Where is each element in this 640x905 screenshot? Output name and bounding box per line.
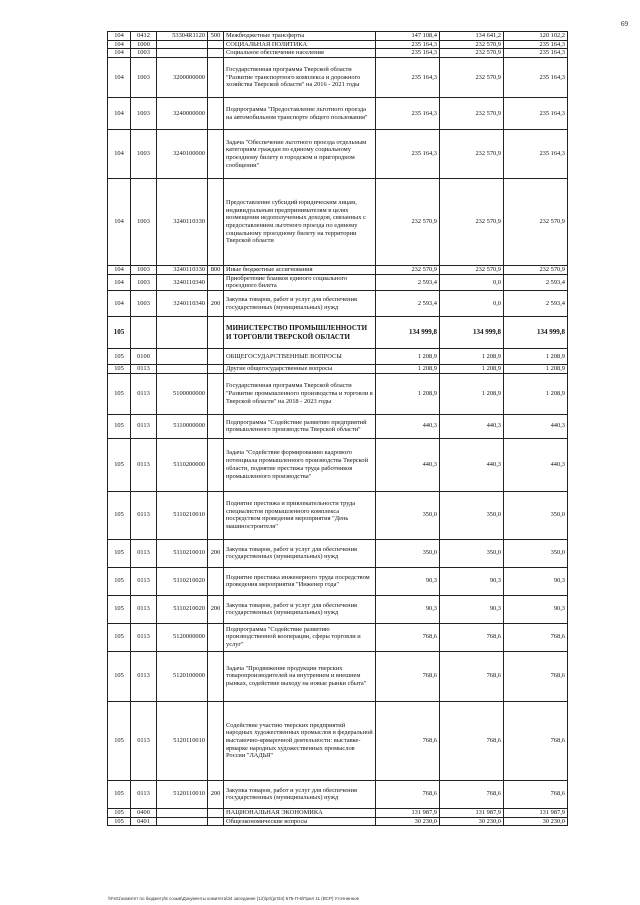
table-row: [108, 567, 568, 595]
target-code-cell: 3240110330: [157, 266, 208, 275]
description-cell: НАЦИОНАЛЬНАЯ ЭКОНОМИКА: [224, 808, 376, 817]
target-code-cell: 5110210010: [157, 539, 208, 567]
amount-2020-cell: 134 999,8: [440, 317, 504, 349]
amount-2019-cell: 768,6: [376, 701, 440, 780]
amount-2020-cell: 768,6: [440, 780, 504, 808]
amount-2020-cell: 90,3: [440, 567, 504, 595]
description-cell: Межбюджетные трансферты: [224, 32, 376, 41]
amount-2019-cell: 1 208,9: [376, 365, 440, 374]
expense-type-cell: [208, 373, 224, 414]
expense-type-cell: 200: [208, 291, 224, 317]
target-code-cell: 3240000000: [157, 98, 208, 130]
amount-2019-cell: 147 108,4: [376, 32, 440, 41]
budget-table: [107, 31, 568, 826]
expense-type-cell: [208, 567, 224, 595]
amount-2020-cell: 232 570,9: [440, 130, 504, 179]
expense-type-cell: [208, 438, 224, 491]
amount-2020-cell: 1 208,9: [440, 365, 504, 374]
amount-2021-cell: 768,6: [504, 780, 568, 808]
table-row: [108, 98, 568, 130]
amount-2019-cell: 235 164,3: [376, 130, 440, 179]
amount-2019-cell: 1 208,9: [376, 349, 440, 365]
table-row: [108, 808, 568, 817]
expense-type-cell: [208, 58, 224, 98]
expense-type-cell: 200: [208, 780, 224, 808]
description-cell: Подпрограмма "Содействие развитию предприятий промышленного производства Тверской области": [224, 414, 376, 438]
amount-2019-cell: 134 999,8: [376, 317, 440, 349]
section-code-cell: 0113: [131, 623, 157, 651]
description-cell: Приобретение бланков единого социального проездного билета: [224, 274, 376, 290]
amount-2019-cell: 768,6: [376, 623, 440, 651]
target-code-cell: 5100000000: [157, 373, 208, 414]
amount-2021-cell: 235 164,3: [504, 130, 568, 179]
expense-type-cell: [208, 491, 224, 539]
description-cell: Подпрограмма "Предоставление льготного проезда на автомобильном транспорте общего пользования": [224, 98, 376, 130]
expense-type-cell: [208, 40, 224, 49]
expense-type-cell: [208, 808, 224, 817]
admin-code-cell: 104: [108, 130, 131, 179]
table-row: [108, 651, 568, 701]
target-code-cell: 3240110340: [157, 274, 208, 290]
amount-2019-cell: 232 570,9: [376, 266, 440, 275]
amount-2020-cell: 0,0: [440, 274, 504, 290]
expense-type-cell: [208, 349, 224, 365]
amount-2021-cell: 1 208,9: [504, 349, 568, 365]
amount-2020-cell: 350,0: [440, 491, 504, 539]
section-code-cell: 0113: [131, 595, 157, 623]
expense-type-cell: [208, 651, 224, 701]
description-cell: Закупка товаров, работ и услуг для обеспечения государственных (муниципальных) нужд: [224, 291, 376, 317]
section-code-cell: 0113: [131, 567, 157, 595]
section-code-cell: [131, 317, 157, 349]
table-row: [108, 595, 568, 623]
amount-2019-cell: 30 230,0: [376, 817, 440, 826]
admin-code-cell: 105: [108, 349, 131, 365]
amount-2020-cell: 232 570,9: [440, 98, 504, 130]
amount-2021-cell: 2 593,4: [504, 274, 568, 290]
section-code-cell: 0113: [131, 780, 157, 808]
section-code-cell: 0412: [131, 32, 157, 41]
table-row: [108, 40, 568, 49]
admin-code-cell: 104: [108, 274, 131, 290]
section-code-cell: 0113: [131, 373, 157, 414]
amount-2020-cell: 232 570,9: [440, 40, 504, 49]
section-code-cell: 1003: [131, 130, 157, 179]
description-cell: Подпрограмма "Содействие развитию производственной кооперации, сферы торговли и услуг": [224, 623, 376, 651]
admin-code-cell: 104: [108, 266, 131, 275]
table-row: [108, 491, 568, 539]
admin-code-cell: 105: [108, 780, 131, 808]
table-row: [108, 373, 568, 414]
section-code-cell: 0113: [131, 701, 157, 780]
amount-2019-cell: 90,3: [376, 567, 440, 595]
target-code-cell: [157, 49, 208, 58]
amount-2019-cell: 350,0: [376, 539, 440, 567]
expense-type-cell: [208, 49, 224, 58]
amount-2021-cell: 440,3: [504, 438, 568, 491]
expense-type-cell: [208, 817, 224, 826]
amount-2021-cell: 235 164,3: [504, 98, 568, 130]
admin-code-cell: 105: [108, 701, 131, 780]
section-code-cell: 0113: [131, 539, 157, 567]
amount-2019-cell: 235 164,3: [376, 58, 440, 98]
expense-type-cell: [208, 274, 224, 290]
section-code-cell: 1003: [131, 98, 157, 130]
admin-code-cell: 105: [108, 817, 131, 826]
admin-code-cell: 105: [108, 651, 131, 701]
amount-2020-cell: 232 570,9: [440, 179, 504, 266]
expense-type-cell: [208, 365, 224, 374]
admin-code-cell: 105: [108, 317, 131, 349]
amount-2021-cell: 30 230,0: [504, 817, 568, 826]
amount-2021-cell: 350,0: [504, 491, 568, 539]
section-code-cell: 1003: [131, 266, 157, 275]
target-code-cell: [157, 808, 208, 817]
amount-2021-cell: 235 164,3: [504, 40, 568, 49]
expense-type-cell: 800: [208, 266, 224, 275]
admin-code-cell: 105: [108, 567, 131, 595]
admin-code-cell: 105: [108, 365, 131, 374]
amount-2019-cell: 1 208,9: [376, 373, 440, 414]
amount-2021-cell: 235 164,3: [504, 49, 568, 58]
amount-2019-cell: 2 593,4: [376, 291, 440, 317]
amount-2021-cell: 134 999,8: [504, 317, 568, 349]
amount-2020-cell: 350,0: [440, 539, 504, 567]
amount-2021-cell: 1 208,9: [504, 365, 568, 374]
section-code-cell: 0113: [131, 651, 157, 701]
admin-code-cell: 105: [108, 623, 131, 651]
amount-2020-cell: 134 641,2: [440, 32, 504, 41]
amount-2020-cell: 232 570,9: [440, 266, 504, 275]
admin-code-cell: 104: [108, 58, 131, 98]
target-code-cell: 5120110010: [157, 701, 208, 780]
target-code-cell: 5120110010: [157, 780, 208, 808]
section-code-cell: 1003: [131, 49, 157, 58]
section-code-cell: 1003: [131, 179, 157, 266]
target-code-cell: 5110210010: [157, 491, 208, 539]
target-code-cell: [157, 817, 208, 826]
expense-type-cell: [208, 701, 224, 780]
amount-2019-cell: 232 570,9: [376, 179, 440, 266]
description-cell: Поднятие престижа инженерного труда посредством проведения мероприятия "Инженер года": [224, 567, 376, 595]
amount-2021-cell: 768,6: [504, 623, 568, 651]
expense-type-cell: [208, 179, 224, 266]
table-row: [108, 58, 568, 98]
amount-2021-cell: 2 593,4: [504, 291, 568, 317]
description-cell: Предоставление субсидий юридическим лицам, индивидуальным предпринимателям в целях возмещения недополученных доходов, связанных с предоставлением льготного проезда по единому социальному проездному билету на территории Тверской области: [224, 179, 376, 266]
target-code-cell: 5110000000: [157, 414, 208, 438]
amount-2020-cell: 440,3: [440, 438, 504, 491]
description-cell: МИНИСТЕРСТВО ПРОМЫШЛЕННОСТИ И ТОРГОВЛИ ТВЕРСКОЙ ОБЛАСТИ: [224, 317, 376, 349]
amount-2020-cell: 1 208,9: [440, 349, 504, 365]
amount-2021-cell: 90,3: [504, 595, 568, 623]
amount-2021-cell: 350,0: [504, 539, 568, 567]
amount-2021-cell: 768,6: [504, 701, 568, 780]
amount-2020-cell: 768,6: [440, 623, 504, 651]
section-code-cell: 0113: [131, 438, 157, 491]
expense-type-cell: [208, 623, 224, 651]
description-cell: Задача "Содействие формированию кадрового потенциала промышленного производства Тверской области, поднятие престижа труда работников промышленного производства": [224, 438, 376, 491]
section-code-cell: 1003: [131, 291, 157, 317]
amount-2019-cell: 90,3: [376, 595, 440, 623]
description-cell: Другие общегосударственные вопросы: [224, 365, 376, 374]
table-row: [108, 179, 568, 266]
table-row: [108, 266, 568, 275]
description-cell: Задача "Продвижение продукции тверских товаропроизводителей на внутреннем и внешнем рынках, содействие выходу на новые рынки сбыта": [224, 651, 376, 701]
amount-2019-cell: 440,3: [376, 414, 440, 438]
table-row: [108, 623, 568, 651]
amount-2019-cell: 235 164,3: [376, 98, 440, 130]
table-row: [108, 414, 568, 438]
amount-2020-cell: 0,0: [440, 291, 504, 317]
amount-2019-cell: 768,6: [376, 651, 440, 701]
amount-2021-cell: 768,6: [504, 651, 568, 701]
table-row: [108, 817, 568, 826]
amount-2020-cell: 1 208,9: [440, 373, 504, 414]
amount-2019-cell: 768,6: [376, 780, 440, 808]
amount-2021-cell: 120 102,2: [504, 32, 568, 41]
table-row: [108, 130, 568, 179]
description-cell: Поднятие престижа и привлекательности труда специалистов промышленного комплекса посредством проведения мероприятия "День машиностроителя": [224, 491, 376, 539]
amount-2020-cell: 232 570,9: [440, 58, 504, 98]
description-cell: ОБЩЕГОСУДАРСТВЕННЫЕ ВОПРОСЫ: [224, 349, 376, 365]
table-row: [108, 539, 568, 567]
amount-2021-cell: 232 570,9: [504, 266, 568, 275]
target-code-cell: [157, 40, 208, 49]
expense-type-cell: [208, 130, 224, 179]
section-code-cell: 1003: [131, 58, 157, 98]
admin-code-cell: 105: [108, 373, 131, 414]
file-path-footer: \\Fs01\комитет по бюджету\6 созыв\Документы комитета\34 заседание (12)\pr\(prt34) 675-П-6\Прил 11 (ВСР) Уточненное: [108, 896, 360, 901]
amount-2021-cell: 235 164,3: [504, 58, 568, 98]
admin-code-cell: 105: [108, 491, 131, 539]
description-cell: Иные бюджетные ассигнования: [224, 266, 376, 275]
target-code-cell: 5110210020: [157, 567, 208, 595]
target-code-cell: 3240100000: [157, 130, 208, 179]
amount-2019-cell: 2 593,4: [376, 274, 440, 290]
description-cell: Содействие участию тверских предприятий народных художественных промыслов в федеральной выставочно-ярмарочной деятельности: выставке-ярмарке народных художественных промыслов России "ЛАДЬЯ": [224, 701, 376, 780]
amount-2020-cell: 768,6: [440, 651, 504, 701]
admin-code-cell: 105: [108, 539, 131, 567]
table-row: [108, 32, 568, 41]
target-code-cell: 3240110330: [157, 179, 208, 266]
target-code-cell: [157, 317, 208, 349]
admin-code-cell: 105: [108, 438, 131, 491]
section-code-cell: 1000: [131, 40, 157, 49]
section-code-cell: 0401: [131, 817, 157, 826]
section-code-cell: 0100: [131, 349, 157, 365]
admin-code-cell: 104: [108, 49, 131, 58]
target-code-cell: [157, 365, 208, 374]
target-code-cell: [157, 349, 208, 365]
amount-2020-cell: 440,3: [440, 414, 504, 438]
expense-type-cell: 200: [208, 595, 224, 623]
amount-2021-cell: 440,3: [504, 414, 568, 438]
description-cell: Общеэкономические вопросы: [224, 817, 376, 826]
section-code-cell: 0113: [131, 414, 157, 438]
description-cell: Задача "Обеспечение льготного проезда отдельным категориям граждан по единому социальному проездному билету в городском и пригородном сообщении": [224, 130, 376, 179]
section-code-cell: 0113: [131, 491, 157, 539]
amount-2019-cell: 235 164,3: [376, 40, 440, 49]
expense-type-cell: [208, 98, 224, 130]
table-row: [108, 365, 568, 374]
target-code-cell: 53304R1120: [157, 32, 208, 41]
target-code-cell: 5110210020: [157, 595, 208, 623]
table-row: [108, 780, 568, 808]
expense-type-cell: [208, 317, 224, 349]
page-number: 69: [621, 20, 628, 28]
table-row: [108, 274, 568, 290]
expense-type-cell: [208, 414, 224, 438]
description-cell: Закупка товаров, работ и услуг для обеспечения государственных (муниципальных) нужд: [224, 780, 376, 808]
amount-2021-cell: 131 987,9: [504, 808, 568, 817]
description-cell: Государственная программа Тверской области "Развитие промышленного производства и торговли в Тверской области" на 2018 - 2023 годы: [224, 373, 376, 414]
admin-code-cell: 104: [108, 291, 131, 317]
expense-type-cell: 200: [208, 539, 224, 567]
amount-2019-cell: 131 987,9: [376, 808, 440, 817]
amount-2019-cell: 235 164,3: [376, 49, 440, 58]
amount-2019-cell: 440,3: [376, 438, 440, 491]
expense-type-cell: 500: [208, 32, 224, 41]
table-row: [108, 438, 568, 491]
table-row: [108, 701, 568, 780]
amount-2019-cell: 350,0: [376, 491, 440, 539]
table-row: [108, 317, 568, 349]
description-cell: Социальное обеспечение населения: [224, 49, 376, 58]
amount-2020-cell: 90,3: [440, 595, 504, 623]
amount-2021-cell: 1 208,9: [504, 373, 568, 414]
amount-2020-cell: 131 987,9: [440, 808, 504, 817]
description-cell: Закупка товаров, работ и услуг для обеспечения государственных (муниципальных) нужд: [224, 595, 376, 623]
table-row: [108, 291, 568, 317]
description-cell: Закупка товаров, работ и услуг для обеспечения государственных (муниципальных) нужд: [224, 539, 376, 567]
table-row: [108, 349, 568, 365]
amount-2021-cell: 232 570,9: [504, 179, 568, 266]
amount-2020-cell: 232 570,9: [440, 49, 504, 58]
target-code-cell: 3200000000: [157, 58, 208, 98]
admin-code-cell: 104: [108, 98, 131, 130]
amount-2021-cell: 90,3: [504, 567, 568, 595]
description-cell: Государственная программа Тверской области "Развитие транспортного комплекса и дорожного хозяйства Тверской области" на 2016 - 2021 годы: [224, 58, 376, 98]
section-code-cell: 1003: [131, 274, 157, 290]
target-code-cell: 5120100000: [157, 651, 208, 701]
table-row: [108, 49, 568, 58]
table-body: [108, 32, 568, 826]
admin-code-cell: 105: [108, 595, 131, 623]
amount-2020-cell: 768,6: [440, 701, 504, 780]
amount-2020-cell: 30 230,0: [440, 817, 504, 826]
section-code-cell: 0400: [131, 808, 157, 817]
admin-code-cell: 105: [108, 414, 131, 438]
target-code-cell: 3240110340: [157, 291, 208, 317]
admin-code-cell: 104: [108, 179, 131, 266]
admin-code-cell: 104: [108, 40, 131, 49]
target-code-cell: 5110200000: [157, 438, 208, 491]
admin-code-cell: 104: [108, 32, 131, 41]
description-cell: СОЦИАЛЬНАЯ ПОЛИТИКА: [224, 40, 376, 49]
section-code-cell: 0113: [131, 365, 157, 374]
target-code-cell: 5120000000: [157, 623, 208, 651]
admin-code-cell: 105: [108, 808, 131, 817]
